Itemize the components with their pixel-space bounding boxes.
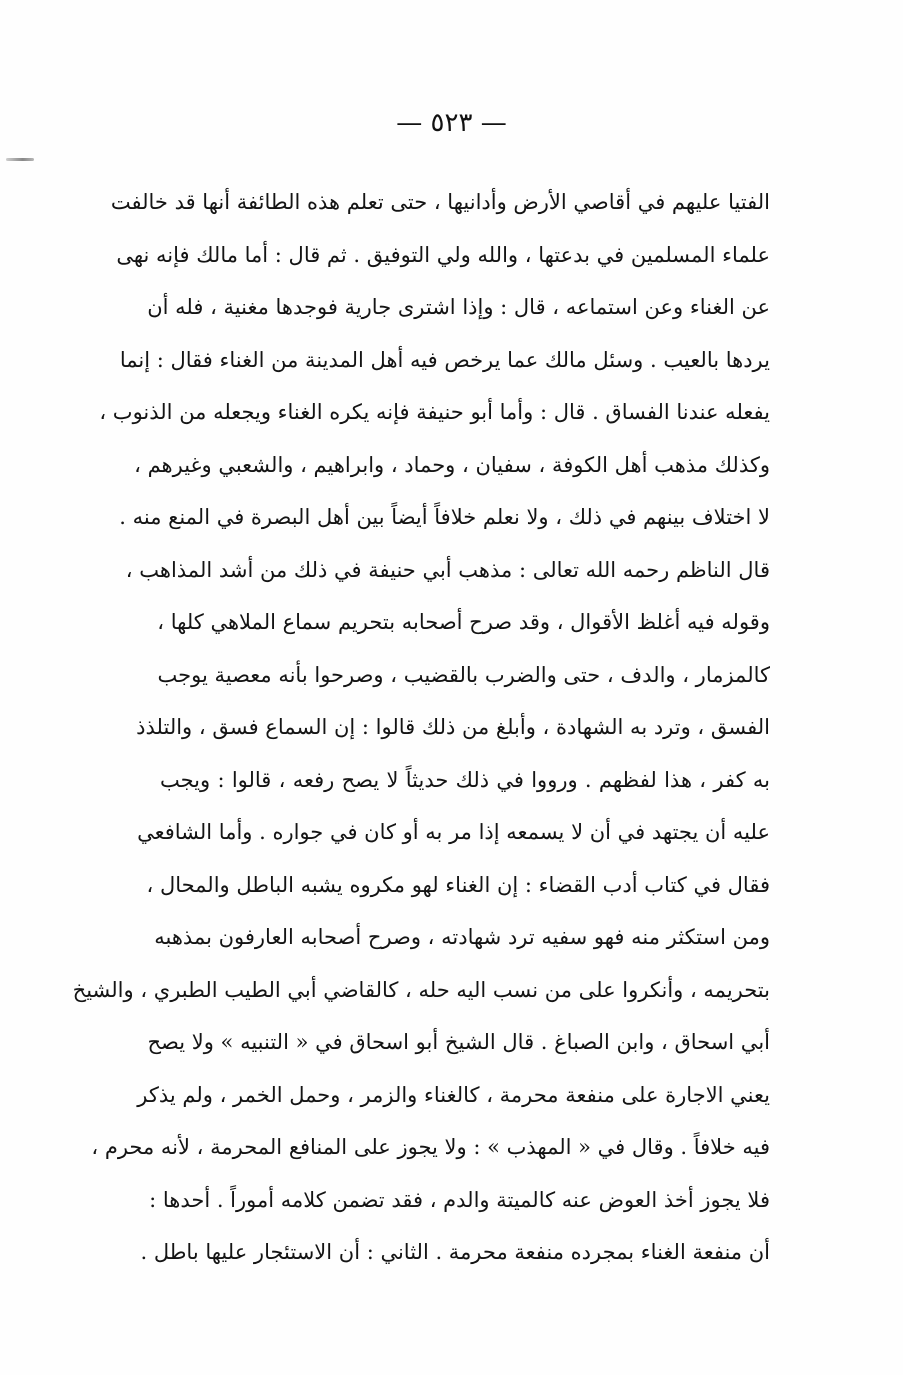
text-line: الفتيا عليهم في أقاصي الأرض وأدانيها ، حتى تعلم هذه الطائفة أنها قد خالفت: [110, 190, 770, 214]
text-line: ومن استكثر منه فهو سفيه ترد شهادته ، وصرح أصحابه العارفون بمذهبه: [154, 925, 770, 949]
text-line: فلا يجوز أخذ العوض عنه كالميتة والدم ، فقد تضمن كلامه أموراً . أحدها :: [149, 1187, 770, 1212]
text-line: وكذلك مذهب أهل الكوفة ، سفيان ، وحماد ، وابراهيم ، والشعبي وغيرهم ،: [134, 452, 770, 477]
text-line: الفسق ، وترد به الشهادة ، وأبلغ من ذلك قالوا : إن السماع فسق ، والتلذذ: [136, 715, 770, 739]
text-line: يفعله عندنا الفساق . قال : وأما أبو حنيفة فإنه يكره الغناء ويجعله من الذنوب ،: [99, 400, 770, 424]
margin-mark: [6, 158, 34, 161]
text-line: أن منفعة الغناء بمجرده منفعة محرمة . الثاني : أن الاستئجار عليها باطل .: [140, 1240, 770, 1264]
text-line: بتحريمه ، وأنكروا على من نسب اليه حله ، كالقاضي أبي الطيب الطبري ، والشيخ: [72, 977, 770, 1002]
text-line: به كفر ، هذا لفظهم . ورووا في ذلك حديثاً لا يصح رفعه ، قالوا : ويجب: [160, 767, 770, 792]
text-line: أبي اسحاق ، وابن الصباغ . قال الشيخ أبو اسحاق في « التنبيه » ولا يصح: [147, 1030, 770, 1054]
text-line: عليه أن يجتهد في أن لا يسمعه إذا مر به أو كان في جواره . وأما الشافعي: [137, 820, 770, 844]
body-text: [72, 176, 770, 1279]
page-number: — ٥٢٣ —: [396, 108, 507, 138]
text-line: فيه خلافاً . وقال في « المهذب » : ولا يجوز على المنافع المحرمة ، لأنه محرم ،: [91, 1135, 770, 1159]
text-line: قال الناظم رحمه الله تعالى : مذهب أبي حنيفة في ذلك من أشد المذاهب ،: [125, 557, 770, 582]
text-line: علماء المسلمين في بدعتها ، والله ولي التوفيق . ثم قال : أما مالك فإنه نهى: [116, 242, 770, 267]
text-line: لا اختلاف بينهم في ذلك ، ولا نعلم خلافاً أيضاً بين أهل البصرة في المنع منه .: [119, 505, 770, 529]
text-line: فقال في كتاب أدب القضاء : إن الغناء لهو مكروه يشبه الباطل والمحال ،: [146, 872, 770, 897]
text-line: كالمزمار ، والدف ، حتى والضرب بالقضيب ، وصرحوا بأنه معصية يوجب: [157, 662, 770, 687]
text-line: يردها بالعيب . وسئل مالك عما يرخص فيه أهل المدينة من الغناء فقال : إنما: [119, 347, 770, 372]
text-line: عن الغناء وعن استماعه ، قال : وإذا اشترى جارية فوجدها مغنية ، فله أن: [147, 295, 770, 319]
text-line: يعني الاجارة على منفعة محرمة ، كالغناء والزمر ، وحمل الخمر ، ولم يذكر: [137, 1082, 770, 1107]
text-line: وقوله فيه أغلظ الأقوال ، وقد صرح أصحابه بتحريم سماع الملاهي كلها ،: [157, 610, 770, 634]
